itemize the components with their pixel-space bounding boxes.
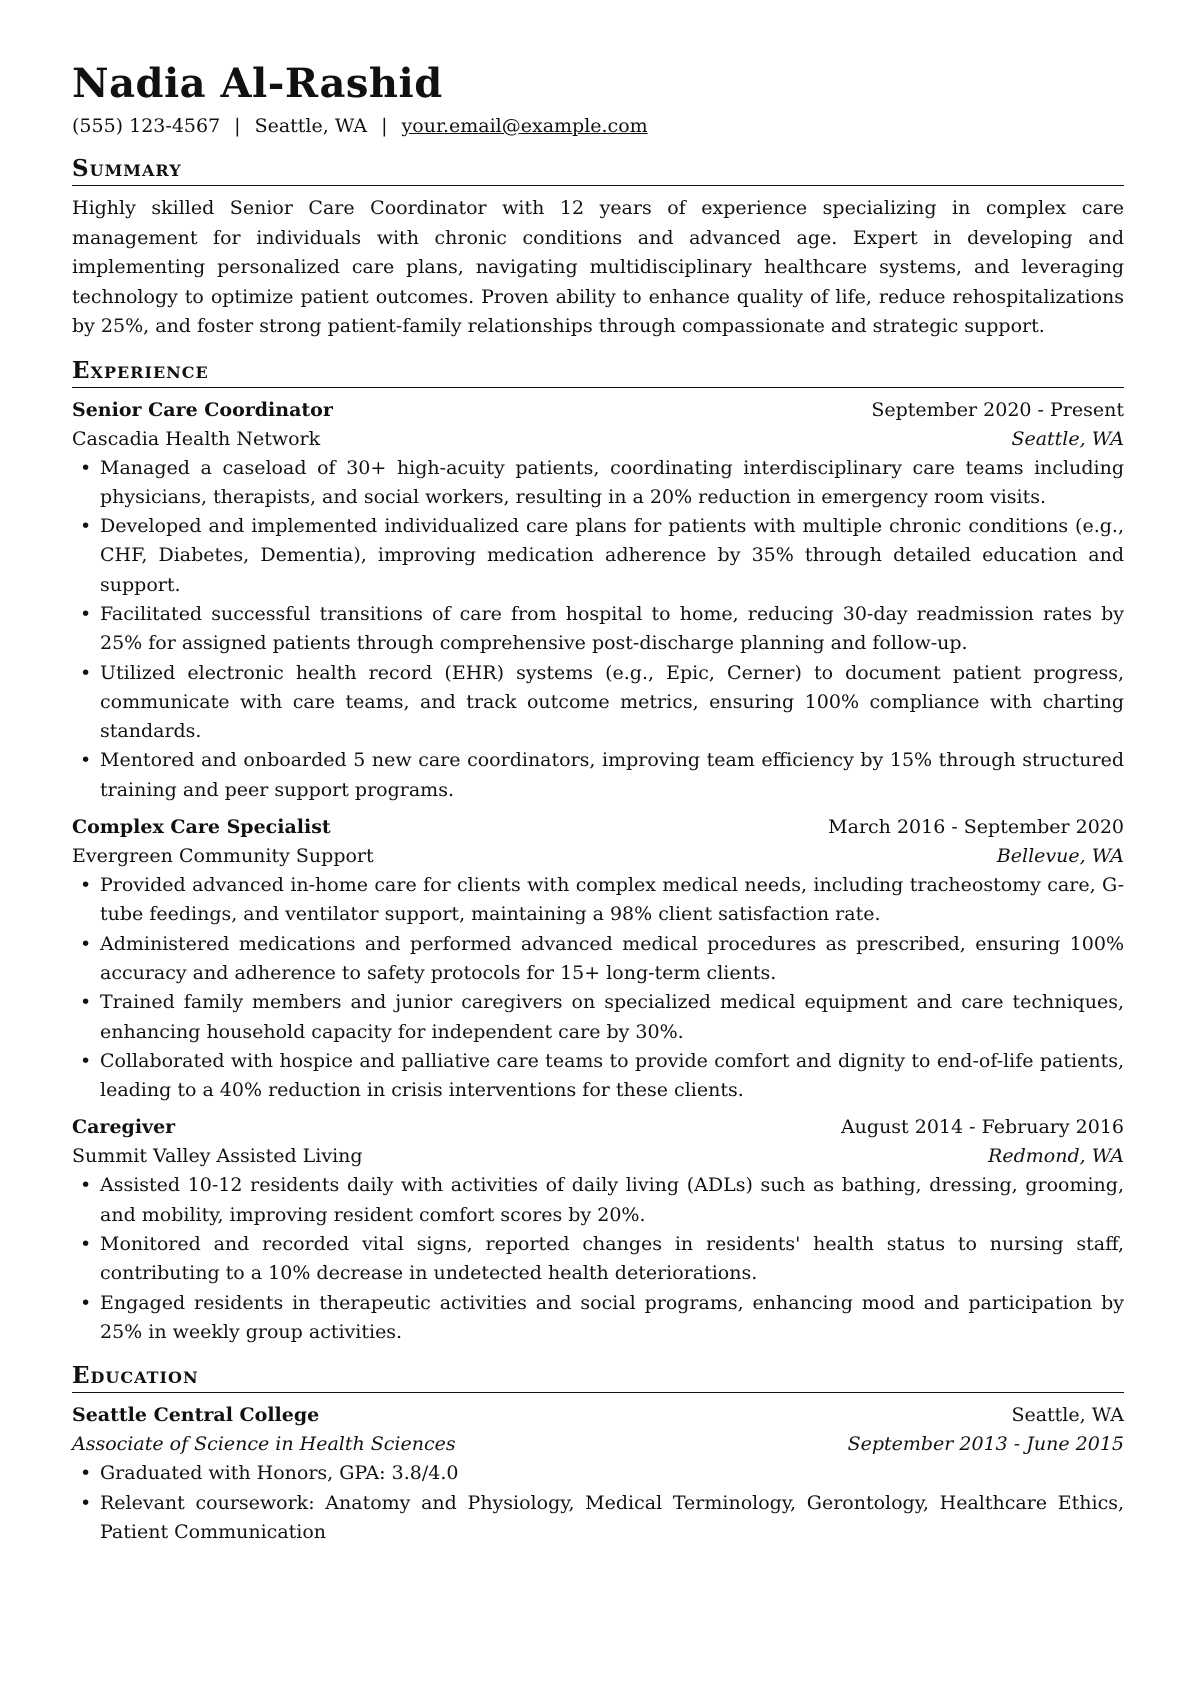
contact-separator: | [381, 115, 388, 137]
job-title: Caregiver [72, 1116, 176, 1139]
summary-section [72, 154, 1124, 342]
list-item: • Utilized electronic health record (EHR) systems (e.g., Epic, Cerner) to document patient progress, communicate with care teams, and track outcome metrics, ensuring 100% compliance with charting standards. [80, 661, 1124, 743]
list-item: • Trained family members and junior caregivers on specialized medical equipment and care techniques, enhancing household capacity for independent care by 30%. [80, 991, 1124, 1043]
resume-page [72, 58, 1124, 1547]
list-item: • Developed and implemented individualized care plans for patients with multiple chronic conditions (e.g., CHF, Diabetes, Dementia), improving medication adherence by 35% through detailed education and support. [80, 515, 1124, 596]
contact-location: Seattle, WA [254, 115, 368, 137]
experience-section [72, 356, 1124, 1348]
experience-heading: Experience [72, 356, 1124, 388]
education-heading: Education [72, 1361, 1124, 1393]
education-section [72, 1361, 1124, 1547]
job-bullets [72, 454, 1124, 806]
job-title: Senior Care Coordinator [72, 398, 333, 421]
job-entry [72, 1113, 1124, 1347]
job-location: Bellevue, WA [996, 845, 1124, 868]
job-location: Redmond, WA [988, 1145, 1124, 1168]
job-dates: March 2016 - September 2020 [828, 816, 1124, 839]
education-dates: September 2013 - June 2015 [847, 1433, 1124, 1456]
school-name: Seattle Central College [72, 1404, 320, 1427]
school-location: Seattle, WA [1011, 1404, 1124, 1427]
job-location: Seattle, WA [1011, 427, 1124, 450]
list-item: • Collaborated with hospice and palliative care teams to provide comfort and dignity to end-of-life patients, leading to a 40% reduction in crisis interventions for these clients. [80, 1049, 1124, 1102]
company-name: Cascadia Health Network [72, 427, 321, 450]
education-entry [72, 1401, 1124, 1547]
list-item: • Relevant coursework: Anatomy and Physiology, Medical Terminology, Gerontology, Healthcare Ethics, Patient Communication [80, 1491, 1124, 1543]
list-item: • Administered medications and performed advanced medical procedures as prescribed, ensuring 100% accuracy and adherence to safety protocols for 15+ long-term clients. [80, 932, 1124, 984]
list-item: • Mentored and onboarded 5 new care coordinators, improving team efficiency by 15% through structured training and peer support programs. [80, 749, 1124, 801]
list-item: • Facilitated successful transitions of care from hospital to home, reducing 30-day readmission rates by 25% for assigned patients through comprehensive post-discharge planning and follow-up. [80, 602, 1124, 655]
phone-number: (555) 123-4567 [72, 115, 221, 137]
candidate-name: Nadia Al-Rashid [72, 60, 443, 107]
contact-separator: | [234, 115, 241, 137]
job-title: Complex Care Specialist [72, 816, 331, 839]
job-bullets [72, 1171, 1124, 1347]
summary-text: Highly skilled Senior Care Coordinator with 12 years of experience specializing in complex care management for individuals with chronic conditions and advanced age. Expert in developing and implementing personalized care plans, navigating multidisciplinary healthcare systems, and leveraging technology to optimize patient outcomes. Proven ability to enhance quality of life, reduce rehospitalizations by 25%, and foster strong patient-family relationships through compassionate and strategic support. [72, 197, 1124, 337]
list-item: • Graduated with Honors, GPA: 3.8/4.0 [80, 1462, 459, 1485]
job-bullets [72, 871, 1124, 1105]
contact-line [72, 112, 1124, 140]
job-entry [72, 396, 1124, 806]
company-name: Summit Valley Assisted Living [72, 1145, 363, 1168]
email-link[interactable]: your.email@example.com [401, 115, 648, 137]
degree-name: Associate of Science in Health Sciences [72, 1433, 456, 1456]
list-item: • Engaged residents in therapeutic activities and social programs, enhancing mood and participation by 25% in weekly group activities. [80, 1291, 1124, 1343]
list-item: • Assisted 10-12 residents daily with activities of daily living (ADLs) such as bathing, dressing, grooming, and mobility, improving resident comfort scores by 20%. [80, 1174, 1124, 1226]
job-entry [72, 813, 1124, 1105]
job-dates: August 2014 - February 2016 [840, 1116, 1124, 1139]
list-item: • Monitored and recorded vital signs, reported changes in residents' health status to nursing staff, contributing to a 10% decrease in undetected health deteriorations. [80, 1233, 1124, 1285]
education-bullets [72, 1459, 1124, 1547]
job-dates: September 2020 - Present [871, 398, 1124, 421]
company-name: Evergreen Community Support [72, 845, 374, 868]
list-item: • Managed a caseload of 30+ high-acuity patients, coordinating interdisciplinary care teams including physicians, therapists, and social workers, resulting in a 20% reduction in emergency room visits. [80, 456, 1124, 508]
summary-heading: Summary [72, 154, 1124, 186]
list-item: • Provided advanced in-home care for clients with complex medical needs, including tracheostomy care, G-tube feedings, and ventilator support, maintaining a 98% client satisfaction rate. [80, 874, 1124, 926]
